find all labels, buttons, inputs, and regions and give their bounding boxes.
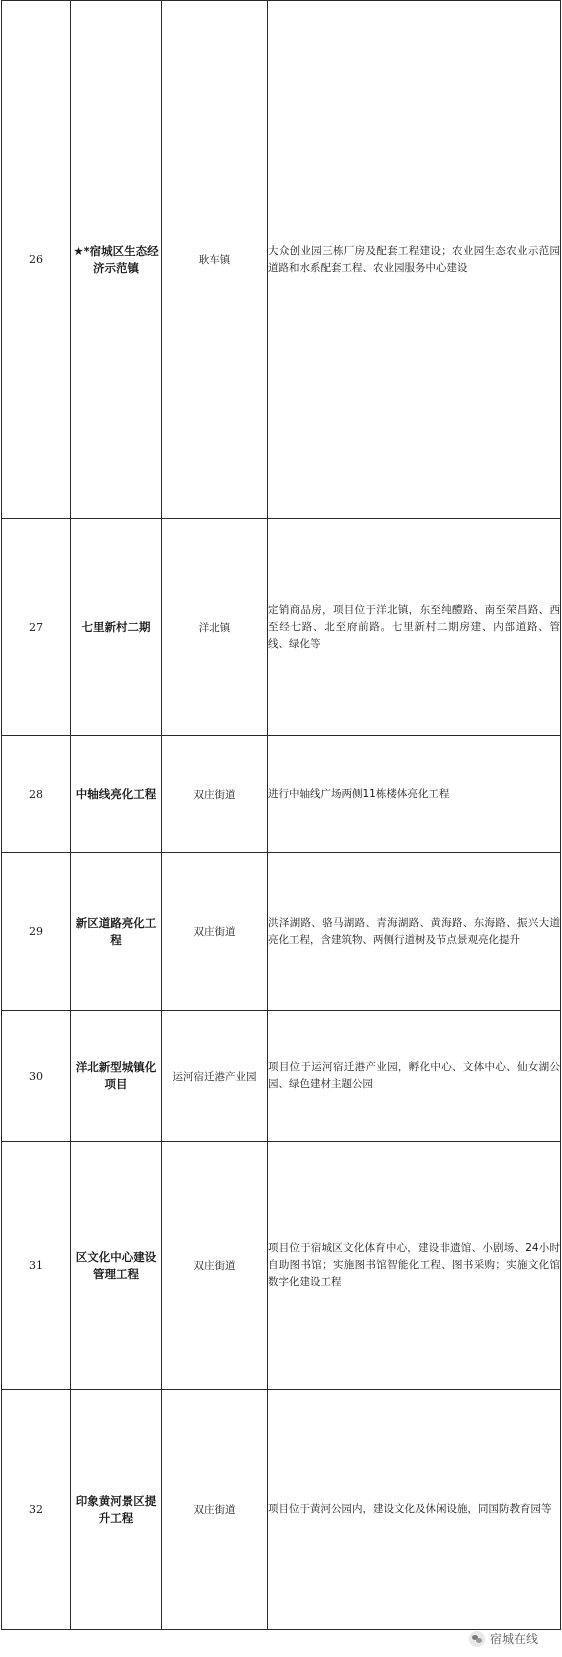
row-number: 28 <box>2 736 71 853</box>
project-name: 新区道路亮化工程 <box>71 853 162 1011</box>
wechat-icon <box>469 1631 485 1647</box>
row-number: 30 <box>2 1011 71 1142</box>
project-location: 耿车镇 <box>162 1 268 519</box>
row-number: 29 <box>2 853 71 1011</box>
project-description: 项目位于运河宿迁港产业园，孵化中心、文体中心、仙女湖公园、绿色建材主题公园 <box>268 1011 561 1142</box>
project-description: 项目位于黄河公园内，建设文化及休闲设施，同国防教育园等 <box>268 1390 561 1630</box>
table-row <box>2 1 561 519</box>
row-number: 32 <box>2 1390 71 1630</box>
project-description: 大众创业园三栋厂房及配套工程建设；农业园生态农业示范园道路和水系配套工程、农业园服务中心建设 <box>268 1 561 519</box>
row-number: 27 <box>2 519 71 736</box>
table-row <box>2 519 561 736</box>
project-description: 定销商品房，项目位于洋北镇，东至纯醴路、南至荣昌路、西至经七路、北至府前路。七里新村二期房建、内部道路、管线、绿化等 <box>268 519 561 736</box>
project-description: 进行中轴线广场两侧11栋楼体亮化工程 <box>268 736 561 853</box>
project-name: 中轴线亮化工程 <box>71 736 162 853</box>
project-table <box>1 0 561 1630</box>
table-row <box>2 853 561 1011</box>
project-location: 双庄街道 <box>162 736 268 853</box>
watermark-text: 宿城在线 <box>489 1632 538 1646</box>
project-name: 区文化中心建设管理工程 <box>71 1142 162 1390</box>
project-location: 运河宿迁港产业园 <box>162 1011 268 1142</box>
table-row <box>2 1142 561 1390</box>
row-number: 26 <box>2 1 71 519</box>
project-name: 七里新村二期 <box>71 519 162 736</box>
project-location: 双庄街道 <box>162 853 268 1011</box>
project-location: 双庄街道 <box>162 1142 268 1390</box>
table-row <box>2 1390 561 1630</box>
project-description: 洪泽湖路、骆马湖路、青海湖路、黄海路、东海路、振兴大道亮化工程，含建筑物、两侧行道树及节点景观亮化提升 <box>268 853 561 1011</box>
table-row <box>2 1011 561 1142</box>
project-location: 双庄街道 <box>162 1390 268 1630</box>
table-row <box>2 736 561 853</box>
project-name: ★*宿城区生态经济示范镇 <box>71 1 162 519</box>
project-name: 印象黄河景区提升工程 <box>71 1390 162 1630</box>
project-description: 项目位于宿城区文化体育中心，建设非遗馆、小剧场、24小时自助图书馆；实施图书馆智能化工程、图书采购；实施文化馆数字化建设工程 <box>268 1142 561 1390</box>
project-location: 洋北镇 <box>162 519 268 736</box>
watermark <box>469 1630 538 1647</box>
row-number: 31 <box>2 1142 71 1390</box>
project-name: 洋北新型城镇化项目 <box>71 1011 162 1142</box>
